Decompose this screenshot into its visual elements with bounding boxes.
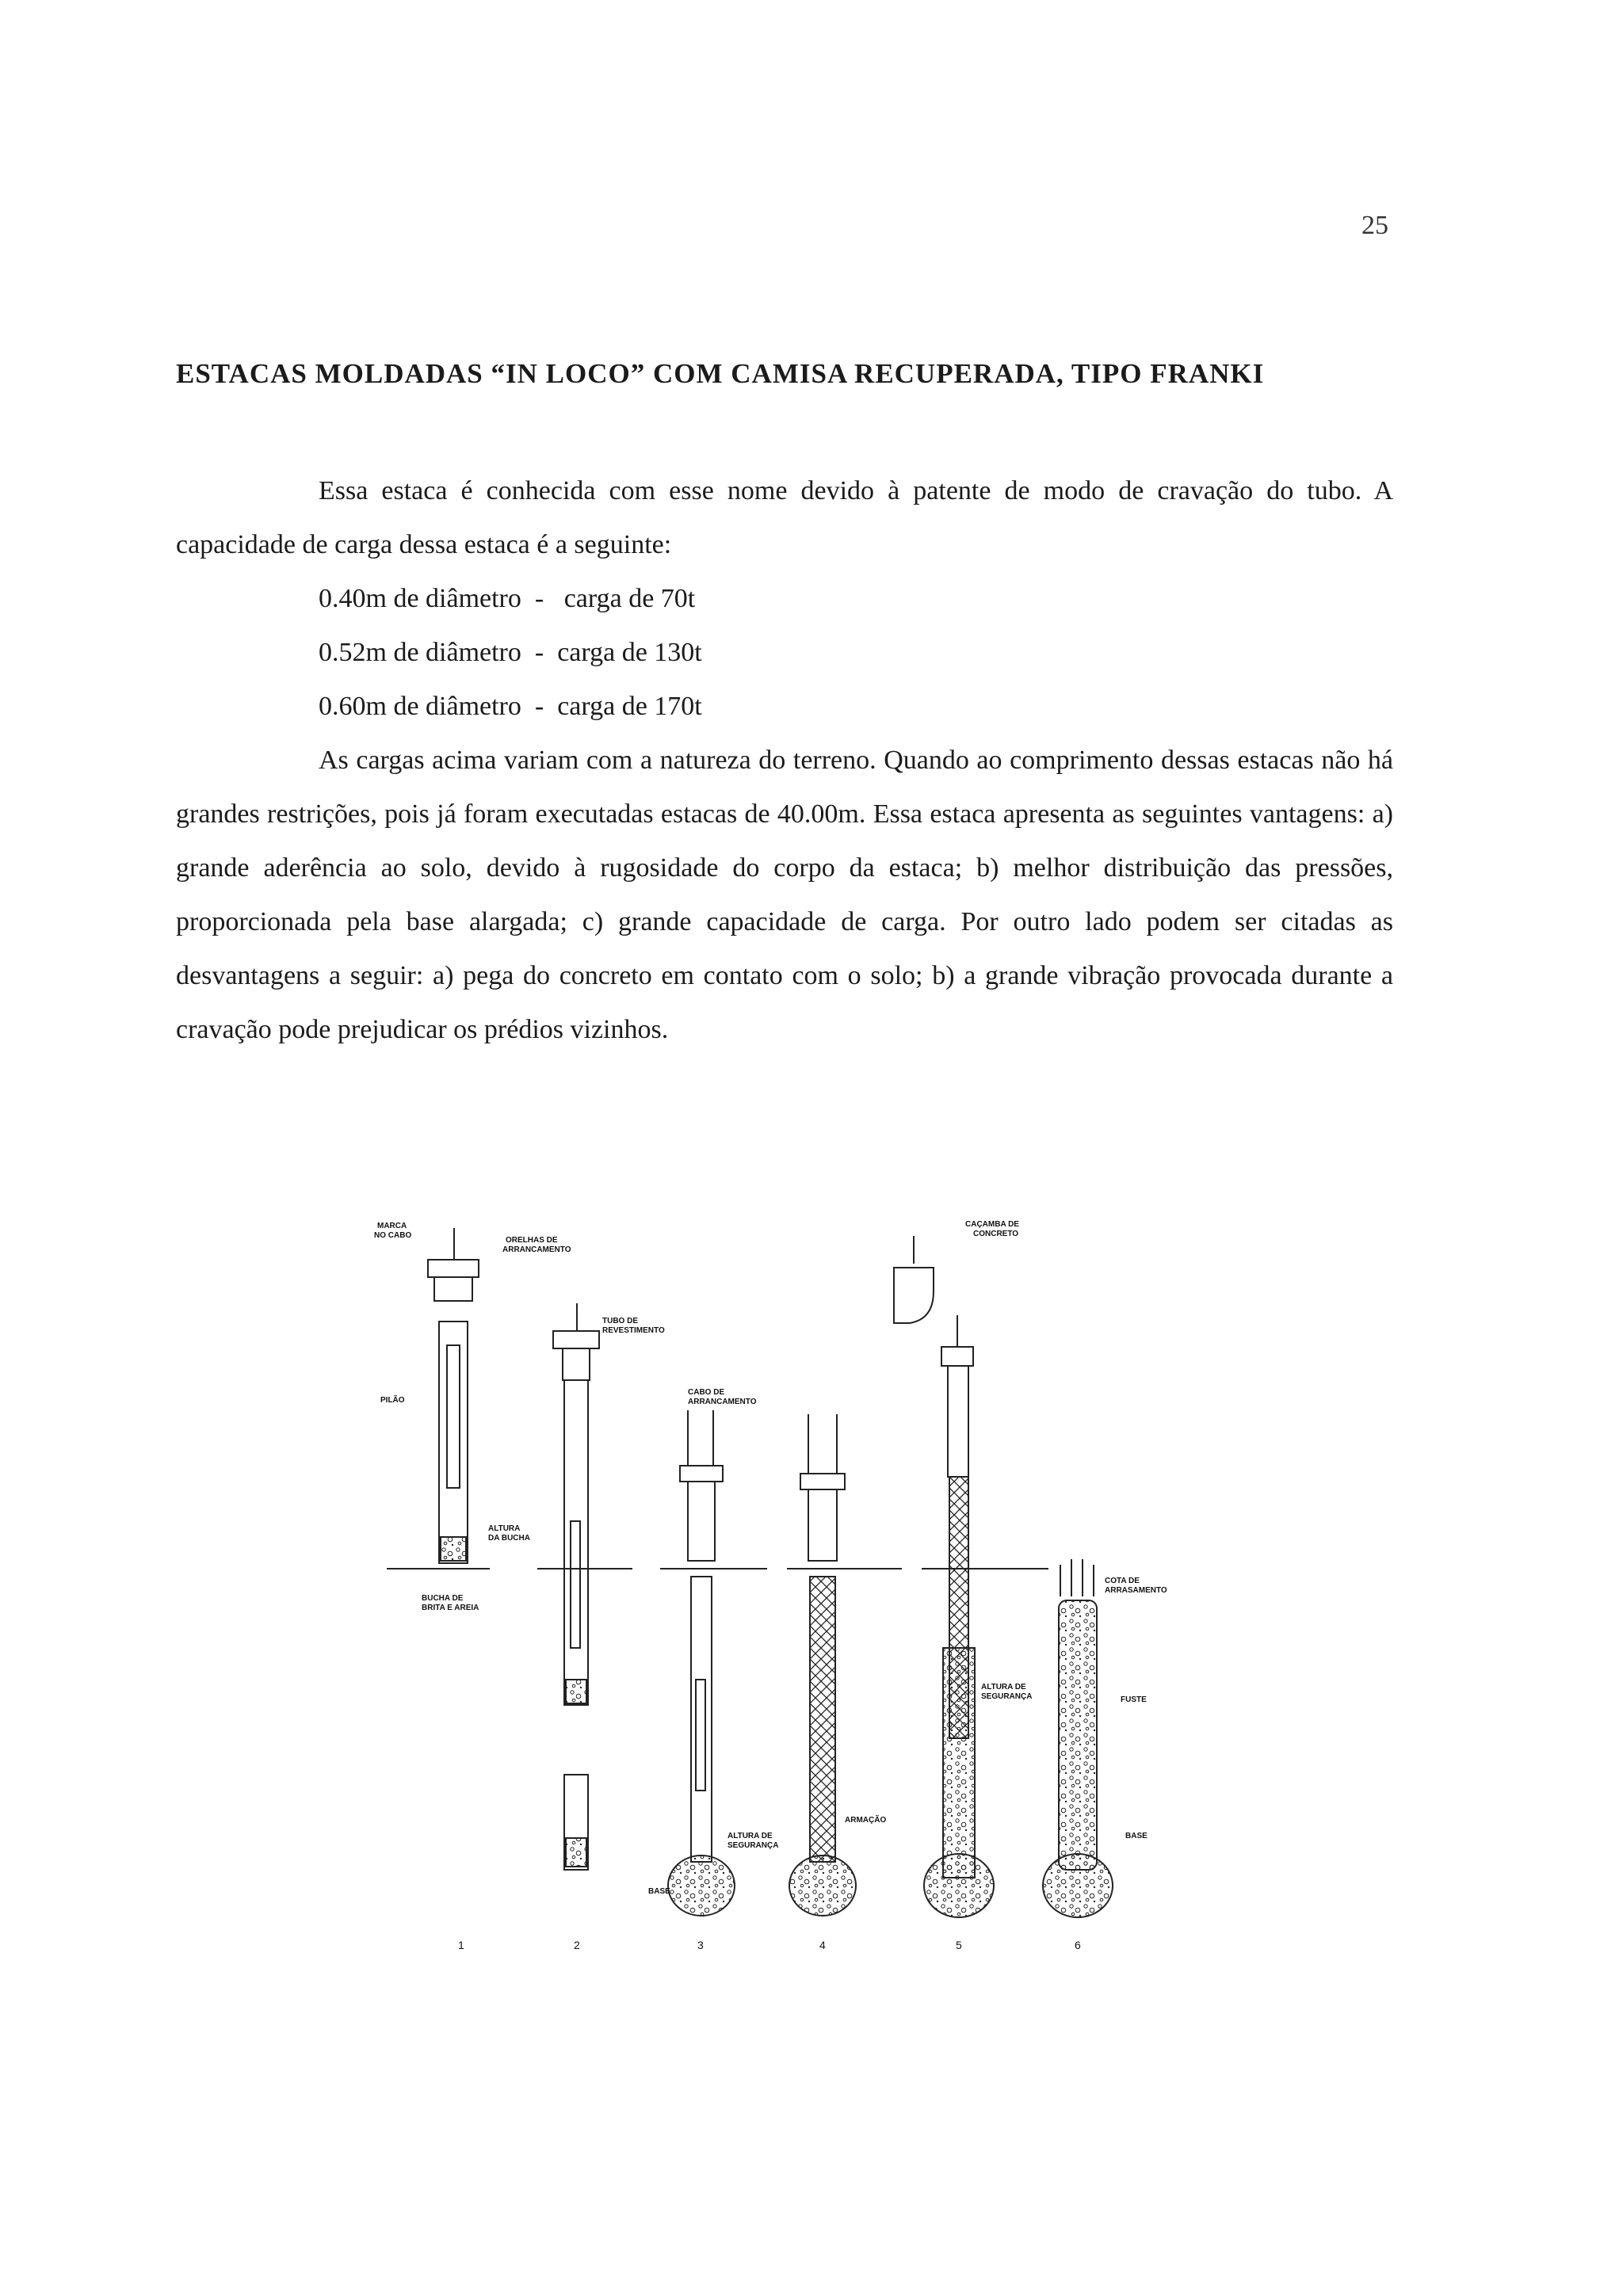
label-altura-seg-3: ALTURA DE [727, 1832, 773, 1840]
pile-step-1 [428, 1228, 479, 1563]
capacity-separator: - [534, 692, 544, 721]
capacity-row [319, 680, 702, 734]
label-cabo: ARRANCAMENTO [688, 1398, 757, 1406]
pile-step-2 [553, 1303, 599, 1870]
step-numbers [458, 1939, 1081, 1951]
label-orelhas: ARRANCAMENTO [502, 1245, 571, 1254]
label-tubo: REVESTIMENTO [602, 1326, 665, 1335]
label-cota: ARRASAMENTO [1105, 1586, 1167, 1595]
label-altura-seg-3: SEGURANÇA [727, 1841, 779, 1850]
labels-step-5 [965, 1220, 1032, 1701]
label-cacamba: CONCRETO [973, 1230, 1019, 1238]
label-bucha: BRITA E AREIA [422, 1604, 479, 1612]
step-number: 6 [1075, 1939, 1081, 1951]
step-number: 3 [697, 1939, 704, 1951]
label-altura-bucha: DA BUCHA [488, 1534, 530, 1543]
capacity-load: carga de 170t [557, 692, 702, 721]
label-tubo: TUBO DE [602, 1317, 638, 1325]
capacity-row [319, 626, 702, 680]
step-number: 1 [458, 1939, 464, 1951]
label-altura-seg-5: SEGURANÇA [981, 1692, 1033, 1701]
label-fuste: FUSTE [1121, 1695, 1147, 1704]
labels-step-6 [1105, 1577, 1167, 1840]
label-altura-seg-5: ALTURA DE [981, 1683, 1026, 1691]
label-marca: MARCA [377, 1222, 407, 1230]
capacity-separator: - [534, 638, 544, 667]
label-altura-bucha: ALTURA [488, 1524, 521, 1533]
step-number: 2 [574, 1939, 580, 1951]
pile-step-6 [1043, 1559, 1113, 1917]
label-base-3: BASE [648, 1887, 670, 1896]
label-marca: NO CABO [374, 1231, 412, 1240]
label-cota: COTA DE [1105, 1577, 1140, 1585]
franki-pile-diagram [355, 1204, 1235, 1981]
capacity-diameter: 0.40m de diâmetro [319, 584, 521, 613]
step-number: 4 [819, 1939, 826, 1951]
pile-step-4 [789, 1414, 856, 1916]
section-title: ESTACAS MOLDADAS “IN LOCO” COM CAMISA RECUPERADA, TIPO FRANKI [176, 358, 1265, 389]
capacity-row [319, 572, 702, 626]
capacity-diameter: 0.52m de diâmetro [319, 638, 521, 667]
page-number: 25 [1361, 211, 1388, 240]
labels-step-4 [845, 1814, 886, 1825]
franki-pile-figure [355, 1204, 1235, 1981]
capacity-load: carga de 70t [563, 584, 696, 613]
step-number: 5 [956, 1939, 962, 1951]
paragraph-intro: Essa estaca é conhecida com esse nome devido à patente de modo de cravação do tubo. A capacidade de carga dessa estaca é a seguinte: [176, 476, 1393, 559]
label-pilao: PILÃO [380, 1396, 405, 1405]
label-base-6: BASE [1125, 1832, 1148, 1840]
label-cabo: CABO DE [688, 1388, 725, 1397]
label-cacamba: CAÇAMBA DE [965, 1220, 1019, 1229]
labels-step-2 [602, 1317, 665, 1335]
capacity-load: carga de 130t [557, 638, 702, 667]
label-orelhas: ORELHAS DE [506, 1236, 558, 1245]
pile-step-3 [668, 1410, 735, 1916]
label-bucha: BUCHA DE [422, 1594, 464, 1603]
pile-step-5 [894, 1236, 994, 1917]
paragraph-advantages: As cargas acima variam com a natureza do terreno. Quando ao comprimento dessas estacas não há grandes restrições, pois já foram executadas estacas de 40.00m. Essa estaca apresenta as seguintes vantagens: a) grande aderência ao solo, devido à rugosidade do corpo da estaca; b) melhor distribuição das pressões, proporcionada pela base alargada; c) grande capacidade de carga. Por outro lado podem ser citadas as desvantagens a seguir: a) pega do concreto em contato com o solo; b) a grande vibração provocada durante a cravação pode prejudicar os prédios vizinhos. [176, 746, 1393, 1044]
label-armacao: ARMAÇÃO [845, 1816, 887, 1825]
capacity-list [319, 572, 702, 734]
capacity-diameter: 0.60m de diâmetro [319, 692, 521, 721]
capacity-separator: - [534, 584, 544, 613]
